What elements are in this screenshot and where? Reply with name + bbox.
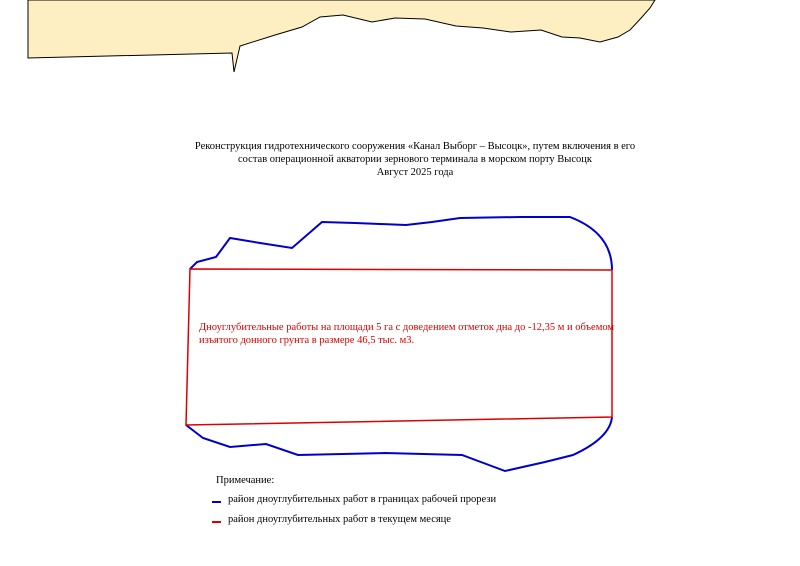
title-line-2: состав операционной акватории зернового терминала в морском порту Высоцк — [238, 154, 592, 165]
title-line-1: Реконструкция гидротехнического сооружения «Канал Выборг – Высоцк», путем включения в его — [194, 141, 636, 152]
current-month-area — [186, 269, 615, 425]
legend-swatch-blue-line — [212, 501, 221, 503]
legend-label-current-month: район дноуглубительных работ в текущем месяце — [228, 514, 451, 525]
work-note-line-1: Дноуглубительные работы на площади 5 га с доведением отметок дна до -12,35 м и объемом — [199, 322, 615, 333]
dredging-work-note — [199, 321, 615, 347]
legend-label-work-cut: район дноуглубительных работ в границах рабочей прорези — [228, 494, 497, 505]
map-title — [180, 140, 650, 179]
work-cut-boundary-top — [190, 217, 612, 270]
work-cut-boundary-bottom — [186, 417, 612, 471]
land-area — [28, 0, 655, 72]
legend-swatch-red-line — [212, 521, 221, 523]
title-line-3: Август 2025 года — [376, 167, 454, 178]
work-note-line-2: изъятого донного грунта в размере 46,5 тыс. м3. — [199, 335, 415, 346]
legend-title: Примечание: — [216, 475, 275, 486]
